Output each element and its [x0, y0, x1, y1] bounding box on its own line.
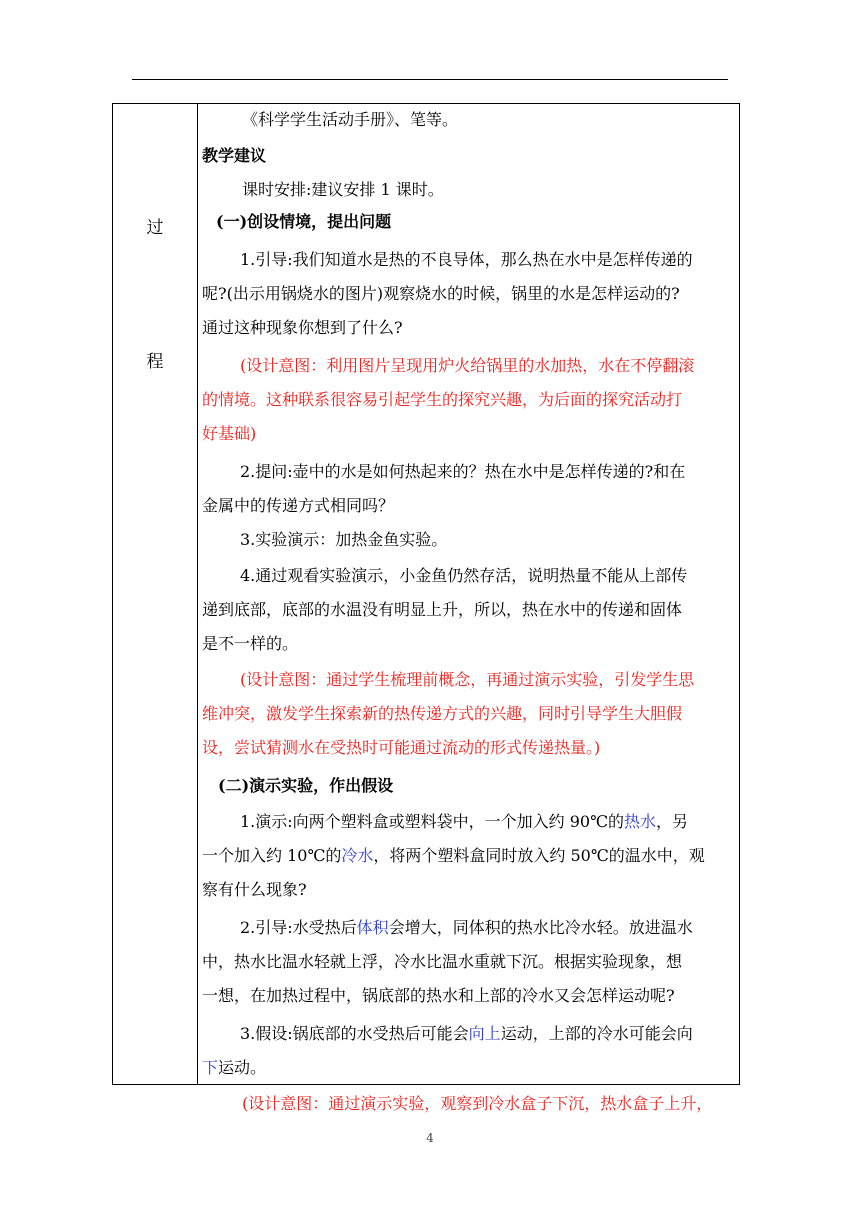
text-line [202, 424, 256, 444]
text-line-body: 维冲突，激发学生探索新的热传递方式的兴趣，同时引导学生大胆假 [202, 704, 683, 723]
text-line [216, 212, 391, 232]
text-line [202, 390, 682, 410]
text-line [202, 634, 298, 654]
text-line [202, 1058, 266, 1078]
highlighted-term: 冷水 [341, 846, 374, 865]
text-line [202, 952, 682, 972]
text-line-body: 递到底部，底部的水温没有明显上升，所以，热在水中的传递和固体 [202, 600, 683, 619]
text-line-body: 4.通过观看实验演示，小金鱼仍然存活，说明热量不能从上部传 [240, 566, 688, 585]
text-line-body: 3.假设:锅底部的水受热后可能会 [240, 1024, 469, 1043]
text-line-body: 中，热水比温水轻就上浮，冷水比温水重就下沉。根据实验现象，想 [202, 952, 683, 971]
highlighted-term: 向上 [468, 1024, 501, 1043]
text-line [202, 846, 705, 866]
text-line-body: 通过这种现象你想到了什么? [202, 318, 403, 337]
text-line-body: 2.引导:水受热后 [240, 918, 357, 937]
text-line [202, 284, 680, 304]
text-line-body: 教学建议 [202, 146, 267, 165]
text-line-body: 的情境。这种联系很容易引起学生的探究兴趣，为后面的探究活动打 [202, 390, 683, 409]
highlighted-term: 下 [202, 1058, 219, 1077]
side-label-char-2: 程 [146, 352, 164, 372]
text-line [240, 356, 694, 376]
text-line [240, 918, 693, 938]
text-line [202, 496, 394, 516]
text-line-body: (设计意图：利用图片呈现用炉火给锅里的水加热，水在不停翻滚 [240, 356, 695, 375]
text-line-body: (设计意图：通过学生梳理前概念，再通过演示实验，引发学生思 [240, 670, 695, 689]
text-line-body: 是不一样的。 [202, 634, 299, 653]
text-line [202, 880, 307, 900]
text-line [242, 110, 458, 130]
text-line-body: 2.提问:壶中的水是如何热起来的？热在水中是怎样传递的?和在 [240, 462, 686, 481]
page-number: 4 [426, 1131, 434, 1145]
text-line-body: 1.演示:向两个塑料盒或塑料袋中，一个加入约 90℃的 [240, 812, 625, 831]
header-rule [132, 79, 728, 80]
text-line [218, 776, 393, 796]
text-line [240, 812, 688, 832]
text-line [242, 1094, 712, 1114]
text-line-body: 设，尝试猜测水在受热时可能通过流动的形式传递热量。) [202, 738, 601, 757]
text-line [202, 600, 682, 620]
text-line-body: 呢?(出示用锅烧水的图片)观察烧水的时候，锅里的水是怎样运动的? [202, 284, 680, 303]
text-line [240, 250, 693, 270]
text-line-body: 一想，在加热过程中，锅底部的热水和上部的冷水又会怎样运动呢? [202, 986, 675, 1005]
text-line [242, 180, 444, 200]
text-line [240, 1024, 693, 1044]
text-line-body: 《科学学生活动手册》、笔等。 [242, 110, 459, 129]
highlighted-term: 体积 [356, 918, 389, 937]
text-line-tail: ，将两个塑料盒同时放入约 50℃的温水中，观 [373, 846, 705, 865]
text-line-tail: 运动。 [218, 1058, 267, 1077]
text-line-body: 好基础) [202, 424, 257, 443]
text-line-tail: 会增大，同体积的热水比冷水轻。放进温水 [388, 918, 693, 937]
text-line [202, 738, 600, 758]
text-line [240, 566, 687, 586]
highlighted-term: 热水 [624, 812, 657, 831]
text-line-tail: 运动，上部的冷水可能会向 [500, 1024, 693, 1043]
text-line [240, 462, 685, 482]
text-line-body: 一个加入约 10℃的 [202, 846, 342, 865]
lesson-table [112, 103, 740, 1113]
text-line [202, 318, 403, 338]
text-line-body: (二)演示实验，作出假设 [218, 776, 394, 795]
text-line-body: 察有什么现象? [202, 880, 307, 899]
text-line-body: 1.引导:我们知道水是热的不良导体，那么热在水中是怎样传递的 [240, 250, 693, 269]
text-line [240, 530, 447, 550]
side-label-char-1: 过 [146, 218, 164, 238]
column-divider [197, 104, 198, 1084]
text-line-body: 3.实验演示：加热金鱼实验。 [240, 530, 448, 549]
text-line-body: (一)创设情境，提出问题 [216, 212, 392, 231]
text-line-body: 课时安排:建议安排 1 课时。 [242, 180, 444, 199]
text-line [202, 146, 266, 166]
text-line-tail: ，另 [656, 812, 689, 831]
text-line-body: (设计意图：通过演示实验，观察到冷水盒子下沉，热水盒子上升， [242, 1094, 713, 1113]
text-line [202, 986, 675, 1006]
text-line [240, 670, 694, 690]
text-line [202, 704, 682, 724]
text-line-body: 金属中的传递方式相同吗？ [202, 496, 395, 515]
